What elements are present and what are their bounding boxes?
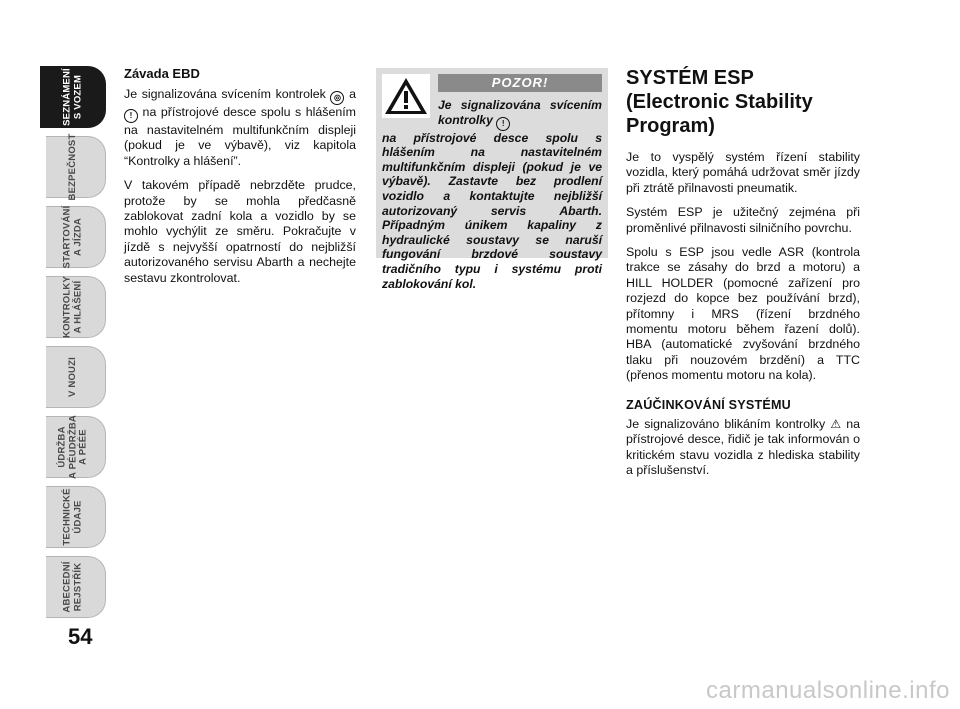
text: na přístrojové desce spolu s hlášením na nastavitelném multifunkčním displeji (pokud je ve výbavě), viz kapitola “Kontrolky a hlášení”. bbox=[124, 105, 356, 168]
tab-label: BEZPEČNOST bbox=[66, 133, 78, 201]
tab-label: SEZNÁMENÍ S VOZEM bbox=[61, 68, 83, 126]
tab-technicke-udaje[interactable] bbox=[40, 482, 106, 552]
tab-rejstrik[interactable] bbox=[40, 552, 106, 622]
tab-label: ABECEDNÍ REJSTŘÍK bbox=[61, 561, 83, 613]
ebd-warning-icon: ◎ bbox=[330, 91, 344, 105]
warning-triangle-icon bbox=[382, 74, 430, 118]
column-warning bbox=[376, 68, 608, 291]
tab-kontrolky[interactable] bbox=[40, 272, 106, 342]
brake-warning-icon: ! bbox=[496, 117, 510, 131]
esp-triangle-icon: ⚠ bbox=[830, 416, 842, 431]
tab-label: ÚDRŽBA A PÉUDRŽBA A PÉÉE bbox=[56, 415, 89, 479]
tab-bezpecnost[interactable] bbox=[40, 132, 106, 202]
warning-title: POZOR! bbox=[438, 74, 602, 92]
section-heading: ZAÚČINKOVÁNÍ SYSTÉMU bbox=[626, 397, 791, 412]
tab-udrzba[interactable] bbox=[40, 412, 106, 482]
tab-label: KONTROLKY A HLÁŠENÍ bbox=[61, 276, 83, 338]
text: a bbox=[349, 87, 356, 101]
text: Je signalizováno blikáním kontrolky bbox=[626, 416, 826, 431]
tab-label: STARTOVÁNÍ A JÍZDA bbox=[61, 205, 83, 269]
section-heading: Závada EBD bbox=[124, 66, 200, 81]
page-number: 54 bbox=[68, 624, 93, 649]
section-tabs bbox=[40, 62, 106, 622]
warning-box bbox=[376, 68, 608, 291]
paragraph: V takovém případě nebrzděte prudce, protože by se mohla předčasně zablokovat zadní kola a vozidlo by se mohlo vychýlit ze směru. Pokračujte v jízdě s nejvyšší opatrností do nejbližší autorizovaného servisu Abarth a nechejte sestavu zkontrolovat. bbox=[124, 178, 356, 285]
tab-v-nouzi[interactable] bbox=[40, 342, 106, 412]
warning-text bbox=[382, 98, 602, 291]
column-ebd bbox=[124, 66, 356, 295]
paragraph: Systém ESP je užitečný zejména při proměnlivé přilnavosti silničního povrchu. bbox=[626, 205, 860, 235]
page-title: SYSTÉM ESP (Electronic Stability Program) bbox=[626, 67, 813, 137]
tab-label: V NOUZI bbox=[66, 357, 78, 397]
brake-warning-icon: ! bbox=[124, 109, 138, 123]
text: na přístrojové desce spolu s hlášením na nastavitelném multifunkčním displeji (pokud je ve výbavě). Zastavte bez prodlení vozidlo a kontaktujte nejbližší autorizovaný servis Abarth. Případným únikem kapaliny z hydraulické soustavy se naruší fungování brzdové soustavy tradičního typu i systému proti zablokování kol. bbox=[382, 130, 602, 291]
tab-seznameni[interactable] bbox=[40, 62, 106, 132]
tab-label: TECHNICKÉ ÚDAJE bbox=[61, 488, 83, 546]
column-esp bbox=[626, 66, 860, 487]
paragraph: Je to vyspělý systém řízení stability vozidla, který pomáhá udržovat směr jízdy při ztrátě přilnavosti pneumatik. bbox=[626, 150, 860, 195]
tab-startovani[interactable] bbox=[40, 202, 106, 272]
text: Je signalizována svícením kontrolky bbox=[438, 98, 602, 127]
watermark: carmanualsonline.info bbox=[706, 677, 950, 704]
paragraph bbox=[626, 417, 860, 479]
paragraph bbox=[124, 87, 356, 169]
text: na přístrojové desce, řidič je tak informován o kritickém stavu vozidla z hlediska stability a příslušenství. bbox=[626, 416, 860, 477]
text: Je signalizována svícením kontrolek bbox=[124, 87, 326, 101]
paragraph: Spolu s ESP jsou vedle ASR (kontrola trakce se zásahy do brzd a motoru) a HILL HOLDER (pomocné zařízení pro rozjezd do kopce bez používání brzd), přítomny i MRS (řízení brzdného momentu motoru během řazení dolů). HBA (automatické zvyšování brzdného tlaku při nouzovém brzdění) a TTC (přenos momentu motoru na kola). bbox=[626, 245, 860, 383]
